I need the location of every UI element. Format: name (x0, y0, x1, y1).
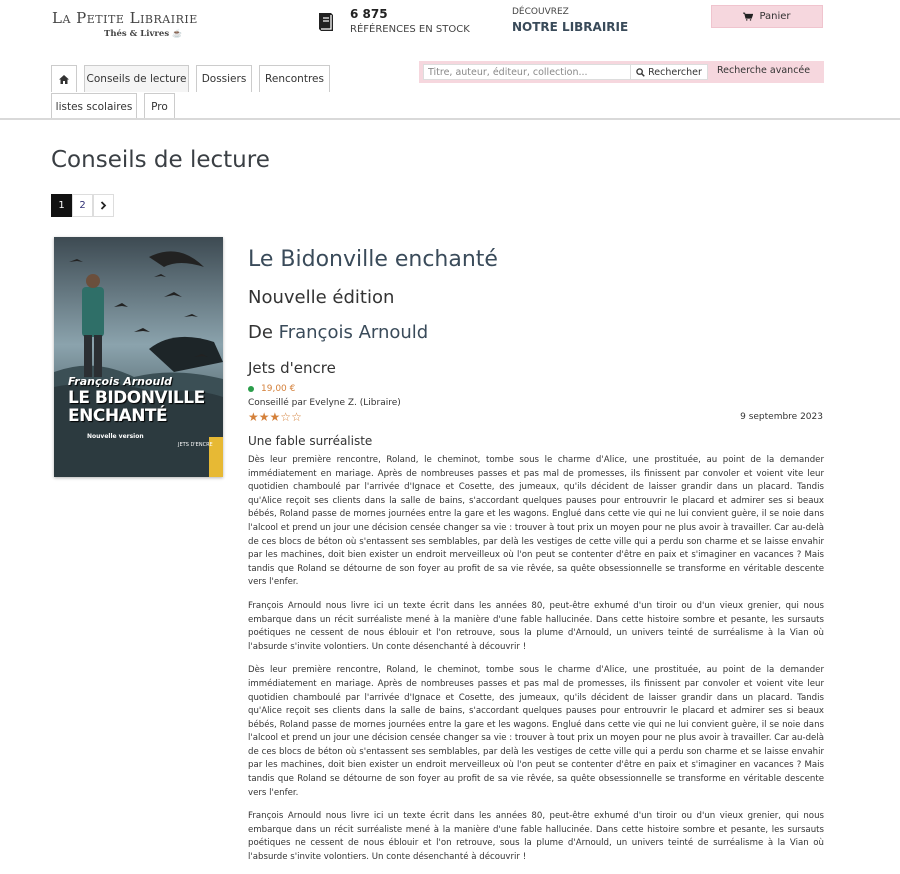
review-paragraph: Dès leur première rencontre, Roland, le cheminot, tombe sous le charme d'Alice, une prostituée, au point de la demander immédiatement en mariage. Après de nombreuses passes et pas mal de promesses, ils finissent par convoler et voient vite leur quotidien chamboulé par l'arrivée d'Ignace et Cosette, des jumeaux, qu'ils décident de laisser grandir dans un placard. Tandis qu'Alice reçoit ses clients dans la salle de bains, s'accordant quelques pauses pour entrouvrir le placard et admirer ses si beaux bébés, Roland passe de mornes journées entre la gare et les wagons. Englué dans cette vie qui ne lui convient guère, il se noie dans l'alcool et prend un jour une décision censée changer sa vie : trouver à tout prix un moyen pour ne plus avoir à travailler. Car au-delà de ces blocs de béton où s'entassent ses semblables, par delà les vestiges de cette ville qui a perdu son charme et se laisse envahir par les machines, doit bien exister un endroit merveilleux où l'on peut se contenter d'être en paix et s'imaginer en vacances ? Mais tandis que Roland se détourne de son foyer au profit de sa vie rêvée, sa quête obsessionnelle se transforme en véritable descente vers l'enfer. (248, 665, 824, 798)
tab-label: Conseils de lecture (86, 73, 187, 85)
review-paragraph: François Arnould nous livre ici un texte écrit dans les années 80, peut-être exhumé d'un tiroir ou d'un vieux grenier, qui nous embarque dans un récit surréaliste mené à la manière d'une fable hallucinée. Dans cette histoire sombre et pesante, les sursauts poétiques ne cessent de nous éblouir et l'on retrouve, sous la plume d'Arnould, un univers teinté de surréalisme à la Vian où l'absurde s'invite volontiers. Un conte désenchanté à découvrir ! (248, 811, 824, 863)
cover-title-line2: ENCHANTÉ (68, 406, 168, 426)
stock-count: 6 875 (350, 7, 388, 21)
stock-label: RÉFÉRENCES EN STOCK (350, 24, 470, 35)
tab-label: Pro (151, 101, 168, 113)
star-filled-icon: ★ (269, 410, 281, 424)
price-value: 19,00 € (261, 384, 296, 394)
cover-title (68, 389, 205, 425)
tab-label: Rencontres (265, 73, 324, 85)
discover-link[interactable] (512, 7, 628, 34)
tab-listes-scolaires[interactable] (51, 93, 137, 120)
tab-label: Dossiers (201, 73, 247, 85)
cover-publisher: JETS D'ENCRE (178, 442, 213, 448)
tab-label: listes scolaires (55, 101, 133, 113)
star-empty-icon: ☆ (280, 410, 292, 424)
book-price (248, 384, 295, 394)
star-filled-icon: ★ (248, 410, 259, 424)
book-author (248, 322, 428, 343)
advanced-search-link[interactable]: Recherche avancée (717, 65, 811, 76)
in-stock-dot-icon (248, 386, 254, 392)
recommended-by: Conseillé par Evelyne Z. (Libraire) (248, 398, 401, 408)
review-body (248, 454, 824, 874)
logo-sub-label: Thés & Livres (104, 29, 170, 39)
nav-divider (0, 118, 900, 120)
tab-conseils-de-lecture[interactable] (84, 65, 189, 92)
cover-edition: Nouvelle version (87, 433, 144, 440)
star-empty-icon: ☆ (291, 410, 302, 424)
rating-stars (248, 410, 302, 424)
pagination-next[interactable] (93, 194, 114, 217)
search-input[interactable] (423, 64, 647, 80)
shopping-cart-icon (743, 12, 753, 21)
cart-label: Panier (759, 11, 791, 22)
book-cover[interactable] (54, 237, 223, 477)
book-edition: Nouvelle édition (248, 287, 395, 308)
pagination-page-2[interactable]: 2 (72, 194, 93, 217)
logo-main-text: La Petite Librairie (52, 9, 198, 27)
review-paragraph: Dès leur première rencontre, Roland, le cheminot, tombe sous le charme d'Alice, une prostituée, au point de la demander immédiatement en mariage. Après de nombreuses passes et pas mal de promesses, ils finissent par convoler et voient vite leur quotidien chamboulé par l'arrivée d'Ignace et Cosette, des jumeaux, qu'ils décident de laisser grandir dans un placard. Tandis qu'Alice reçoit ses clients dans la salle de bains, s'accordant quelques pauses pour entrouvrir le placard et admirer ses si beaux bébés, Roland passe de mornes journées entre la gare et les wagons. Englué dans cette vie qui ne lui convient guère, il se noie dans l'alcool et prend un jour une décision censée changer sa vie : trouver à tout prix un moyen pour ne plus avoir à travailler. Car au-delà de ces blocs de béton où s'entassent ses semblables, par delà les vestiges de cette ville qui a perdu son charme et se laisse envahir par les machines, doit bien exister un endroit merveilleux où l'on peut se contenter d'être en paix et s'imaginer en vacances ? Mais tandis que Roland se détourne de son foyer au profit de sa vie rêvée, sa quête obsessionnelle se transforme en véritable descente vers l'enfer. (248, 455, 824, 588)
book-publisher[interactable]: Jets d'encre (248, 359, 336, 377)
book-icon (314, 10, 338, 34)
teapot-icon: ☕ (172, 28, 183, 38)
logo-sub-text (104, 28, 202, 39)
site-logo[interactable] (52, 9, 202, 39)
search-button-label: Rechercher (648, 66, 702, 78)
cover-title-line1: LE BIDONVILLE (68, 388, 205, 408)
pagination-page-1[interactable]: 1 (51, 194, 72, 217)
tab-rencontres[interactable] (259, 65, 330, 92)
search-button[interactable] (630, 64, 708, 80)
cover-author: François Arnould (68, 375, 173, 388)
tab-pro[interactable] (144, 93, 175, 120)
review-paragraph: François Arnould nous livre ici un texte écrit dans les années 80, peut-être exhumé d'un tiroir ou d'un vieux grenier, qui nous embarque dans un récit surréaliste mené à la manière d'une fable hallucinée. Dans cette histoire sombre et pesante, les sursauts poétiques ne cessent de nous éblouir et l'on retrouve, sous la plume d'Arnould, un univers teinté de surréalisme à la Vian où l'absurde s'invite volontiers. Un conte désenchanté à découvrir ! (248, 600, 824, 652)
review-title: Une fable surréaliste (248, 434, 373, 448)
author-link[interactable]: François Arnould (278, 322, 429, 343)
book-cover-illustration (54, 237, 223, 477)
book-title[interactable]: Le Bidonville enchanté (248, 247, 498, 272)
chevron-right-icon (100, 201, 107, 210)
tab-dossiers[interactable] (196, 65, 252, 92)
search-icon (636, 68, 645, 77)
review-date: 9 septembre 2023 (740, 412, 823, 422)
page-title: Conseils de lecture (51, 147, 270, 173)
home-icon (59, 75, 69, 84)
stock-info (314, 7, 470, 35)
tab-home[interactable] (51, 65, 77, 92)
discover-label: DÉCOUVREZ (512, 7, 569, 17)
cart-button[interactable] (711, 5, 823, 28)
author-prefix: De (248, 322, 273, 343)
discover-title: NOTRE LIBRAIRIE (512, 20, 629, 34)
star-filled-icon: ★ (258, 410, 270, 424)
